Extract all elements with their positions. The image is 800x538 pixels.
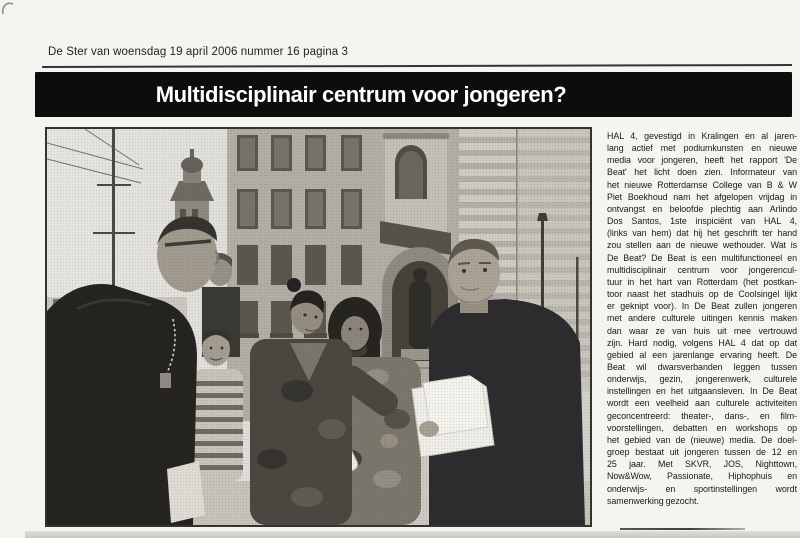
article-line: er geknipt voor). In De Beat zullen jongeren (607, 301, 797, 312)
scan-pen-mark-icon (0, 0, 22, 22)
article-line: onderwijs- en sportinstellingen wordt (607, 483, 797, 494)
article-line: onderwijs, gezin, jongerenwerk, culturele (607, 374, 797, 385)
article-line: multidisciplinair centrum voor jongerencul- (607, 264, 797, 275)
news-photo (45, 127, 592, 527)
article-line: tuur in het hart van Rotterdam (het postkan- (607, 276, 797, 287)
article-line: het nieuwe Rotterdamse College van B & W (607, 179, 797, 190)
article-line: voorstellingen, debatten en workshops op (607, 422, 797, 433)
article-line: zou stellen aan de nieuwe wethouder. Wat is (607, 240, 797, 251)
article-line: gebied al een jarenlange ervaring heeft. De (607, 349, 797, 360)
article-line: Beat wil dwarsverbanden leggen tussen (607, 361, 797, 372)
article-line: media voor jongeren, heeft het rapport 'De (607, 155, 797, 166)
article-line: zijn. Hard nodig, volgens HAL 4 dat op dat (607, 337, 797, 348)
article-line: samenwerking gezocht. (607, 495, 699, 506)
news-photo-illustration (47, 129, 590, 525)
article-line: 25 jaar. Met SKVR, JOS, Nighttown, (607, 459, 797, 470)
headline: Multidisciplinair centrum voor jongeren? (155, 82, 567, 107)
dateline: De Ster van woensdag 19 april 2006 nummer 16 pagina 3 (48, 46, 349, 58)
article-line: HAL 4, gevestigd in Kralingen en al jaren- (607, 131, 797, 141)
article-line: De Beat? De Beat is een multifunctioneel en (607, 252, 797, 263)
article-line: groep bestaat uit jongeren tussen de 12 en (607, 447, 797, 458)
article-line: Piet Boekhoud nam het afgelopen vrijdag in (607, 191, 797, 202)
halftone-overlay (47, 129, 590, 525)
end-rule (620, 528, 745, 530)
scan-bottom-shadow (25, 531, 800, 538)
article-line: Now&Wow, Passionate, Hiphophuis en (607, 471, 797, 482)
article-line: Dos Santos, 1ste inspiciënt van HAL 4, (607, 216, 797, 227)
article-line: het gebied van de (nieuwe) media. De doel- (607, 434, 797, 445)
article-line: ontvangst en beloofde plechtig aan Arlindo (607, 203, 797, 214)
article-line: lang actief met podiumkunsten en nieuwe (607, 143, 797, 154)
article-line: met andere culturele uitingen kennis maken (607, 313, 797, 324)
article-line: toor naast het stadhuis op de Coolsingel lijkt (607, 289, 797, 300)
article-line: Beat' het licht doen zien. Informateur van (607, 167, 797, 178)
article-line: wordt een veelheid aan culturele activiteiten (607, 398, 797, 409)
article-line: geconcentreerd: theater-, dans-, en film- (607, 410, 797, 421)
top-rule (42, 64, 792, 68)
article-line: instellingen en het uitgaansleven. In De Beat (607, 386, 797, 397)
article-line: dan waar ze van huis uit mee vertrouwd (607, 325, 797, 336)
article-line: (links van hem) dat hij het geschrift ter hand (607, 228, 797, 239)
article-text (607, 130, 797, 507)
headline-banner (35, 72, 792, 117)
